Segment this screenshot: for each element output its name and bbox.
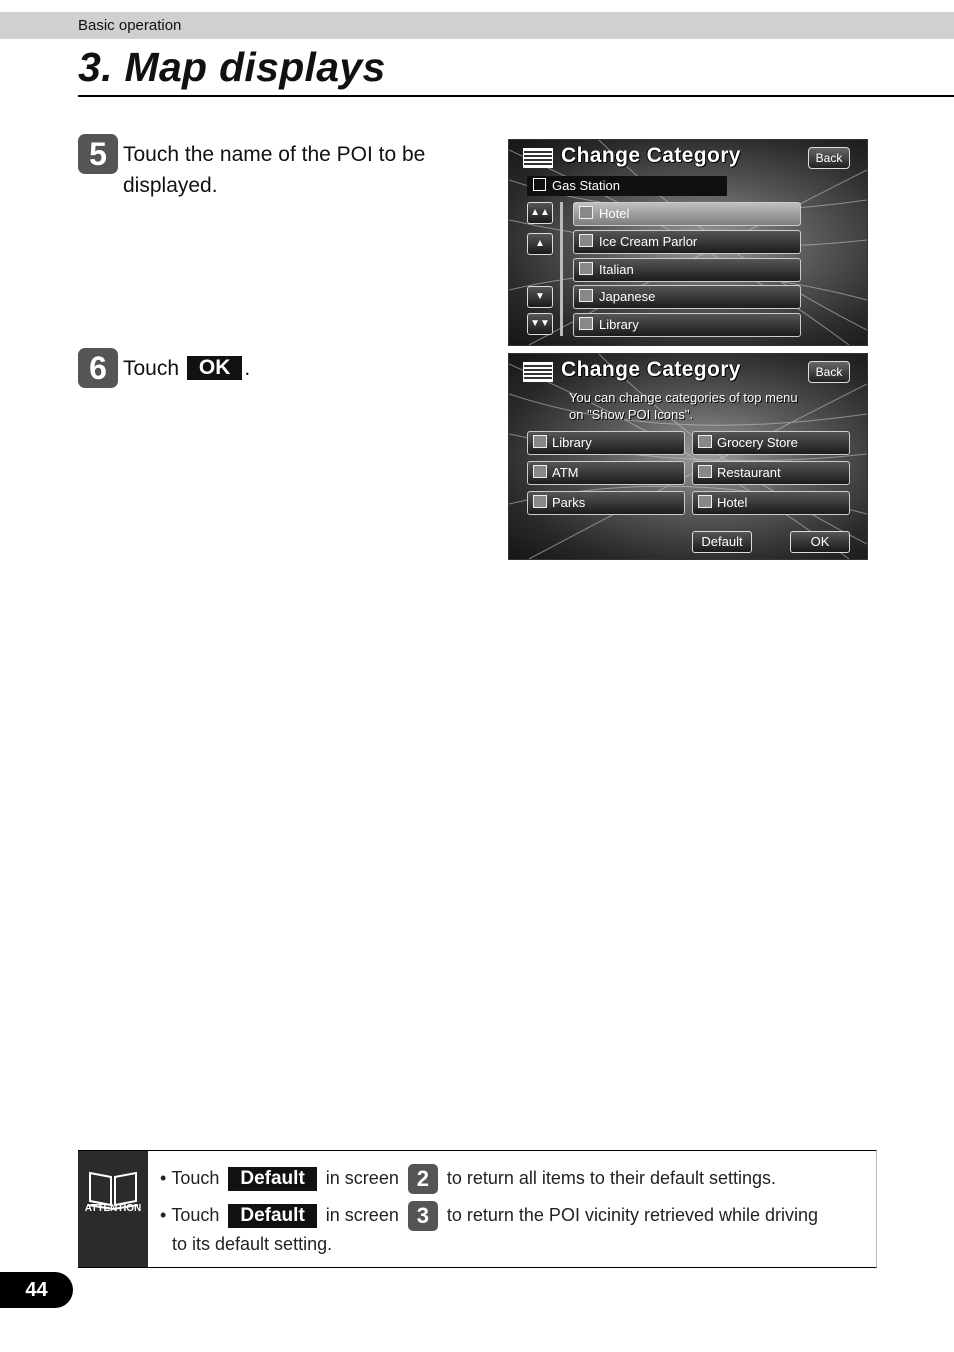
step-6-touch: Touch <box>123 357 180 380</box>
page-title: 3. Map displays <box>78 44 386 90</box>
back-button[interactable]: Back <box>808 361 850 383</box>
background-rays <box>509 354 867 559</box>
attention-item-2-text: to return the POI vicinity retrieved while driving <box>446 1205 819 1225</box>
grocery-icon <box>698 435 712 448</box>
category-button-parks[interactable] <box>527 491 685 515</box>
change-category-selection-screen <box>508 353 868 560</box>
list-item-italian[interactable] <box>573 258 801 282</box>
category-button-hotel[interactable] <box>692 491 850 515</box>
current-category-bar <box>527 176 727 196</box>
category-label: Restaurant <box>717 465 781 480</box>
atm-icon <box>533 465 547 478</box>
page-number: 44 <box>0 1272 73 1308</box>
page-up-button[interactable]: ▲▲ <box>527 202 553 224</box>
category-menu-icon <box>523 148 553 168</box>
scrollbar-track[interactable] <box>560 202 563 336</box>
attention-label: ATTENTION <box>84 1203 142 1214</box>
screen-number-2: 2 <box>408 1164 438 1194</box>
attention-item-2-continued: to its default setting. <box>172 1234 333 1254</box>
parks-icon <box>533 495 547 508</box>
ice-cream-icon <box>579 234 593 247</box>
screen-title: Change Category <box>561 358 741 381</box>
category-label: Hotel <box>717 495 748 510</box>
list-item-hotel[interactable] <box>573 202 801 226</box>
section-label: Basic operation <box>78 17 182 34</box>
list-item-label: Italian <box>599 262 634 277</box>
attention-box <box>78 1150 877 1268</box>
list-item-label: Japanese <box>599 289 656 304</box>
category-button-library[interactable] <box>527 431 685 455</box>
category-label: Parks <box>552 495 586 510</box>
ok-button-label: OK <box>187 356 243 380</box>
category-button-grocery-store[interactable] <box>692 431 850 455</box>
attention-item-1: • Touch Default in screen 2 to return all items to their default settings. <box>160 1164 776 1194</box>
screen-number-3: 3 <box>408 1201 438 1231</box>
library-icon <box>579 317 593 330</box>
note-line-1: You can change categories of top menu <box>569 390 798 405</box>
scroll-down-button[interactable]: ▼ <box>527 286 553 308</box>
step-5-line-2: displayed. <box>123 174 218 197</box>
attention-item-2: • Touch Default in screen 3 to return the POI vicinity retrieved while driving <box>160 1201 818 1231</box>
attention-in-screen: in screen <box>325 1168 399 1188</box>
restaurant-icon <box>698 465 712 478</box>
italian-icon <box>579 262 593 275</box>
step-6-text <box>123 353 250 384</box>
attention-touch: Touch <box>171 1205 220 1225</box>
list-item-ice-cream-parlor[interactable] <box>573 230 801 254</box>
section-header-bar <box>0 12 954 39</box>
step-6-period: . <box>244 357 251 380</box>
default-button-label: Default <box>228 1167 316 1191</box>
list-item-label: Hotel <box>599 206 630 221</box>
category-label: Grocery Store <box>717 435 798 450</box>
category-label: ATM <box>552 465 579 480</box>
attention-item-1-text: to return all items to their default settings. <box>446 1168 777 1188</box>
ok-button[interactable]: OK <box>790 531 850 553</box>
scroll-up-button[interactable]: ▲ <box>527 233 553 255</box>
title-underline <box>78 95 954 97</box>
screen-title: Change Category <box>561 144 741 167</box>
category-button-atm[interactable] <box>527 461 685 485</box>
category-menu-icon <box>523 362 553 382</box>
hotel-icon <box>698 495 712 508</box>
change-category-list-screen <box>508 139 868 346</box>
note-line-2: on "Show POI Icons". <box>569 407 694 422</box>
list-item-library[interactable] <box>573 313 801 337</box>
step-number-6: 6 <box>78 348 118 388</box>
list-item-japanese[interactable] <box>573 285 801 309</box>
page-down-button[interactable]: ▼▼ <box>527 313 553 335</box>
step-number-5: 5 <box>78 134 118 174</box>
japanese-icon <box>579 289 593 302</box>
list-item-label: Ice Cream Parlor <box>599 234 698 249</box>
step-5-line-1: Touch the name of the POI to be <box>123 143 426 166</box>
gas-station-icon <box>533 178 546 191</box>
step-5-text <box>123 139 425 201</box>
attention-in-screen: in screen <box>325 1205 399 1225</box>
attention-sidebar <box>78 1151 148 1267</box>
category-button-restaurant[interactable] <box>692 461 850 485</box>
current-category-label: Gas Station <box>552 178 620 193</box>
attention-touch: Touch <box>171 1168 220 1188</box>
default-button-label: Default <box>228 1204 316 1228</box>
default-button[interactable]: Default <box>692 531 752 553</box>
hotel-icon <box>579 206 593 219</box>
category-label: Library <box>552 435 592 450</box>
library-icon <box>533 435 547 448</box>
list-item-label: Library <box>599 317 639 332</box>
back-button[interactable]: Back <box>808 147 850 169</box>
instruction-note <box>569 389 798 423</box>
